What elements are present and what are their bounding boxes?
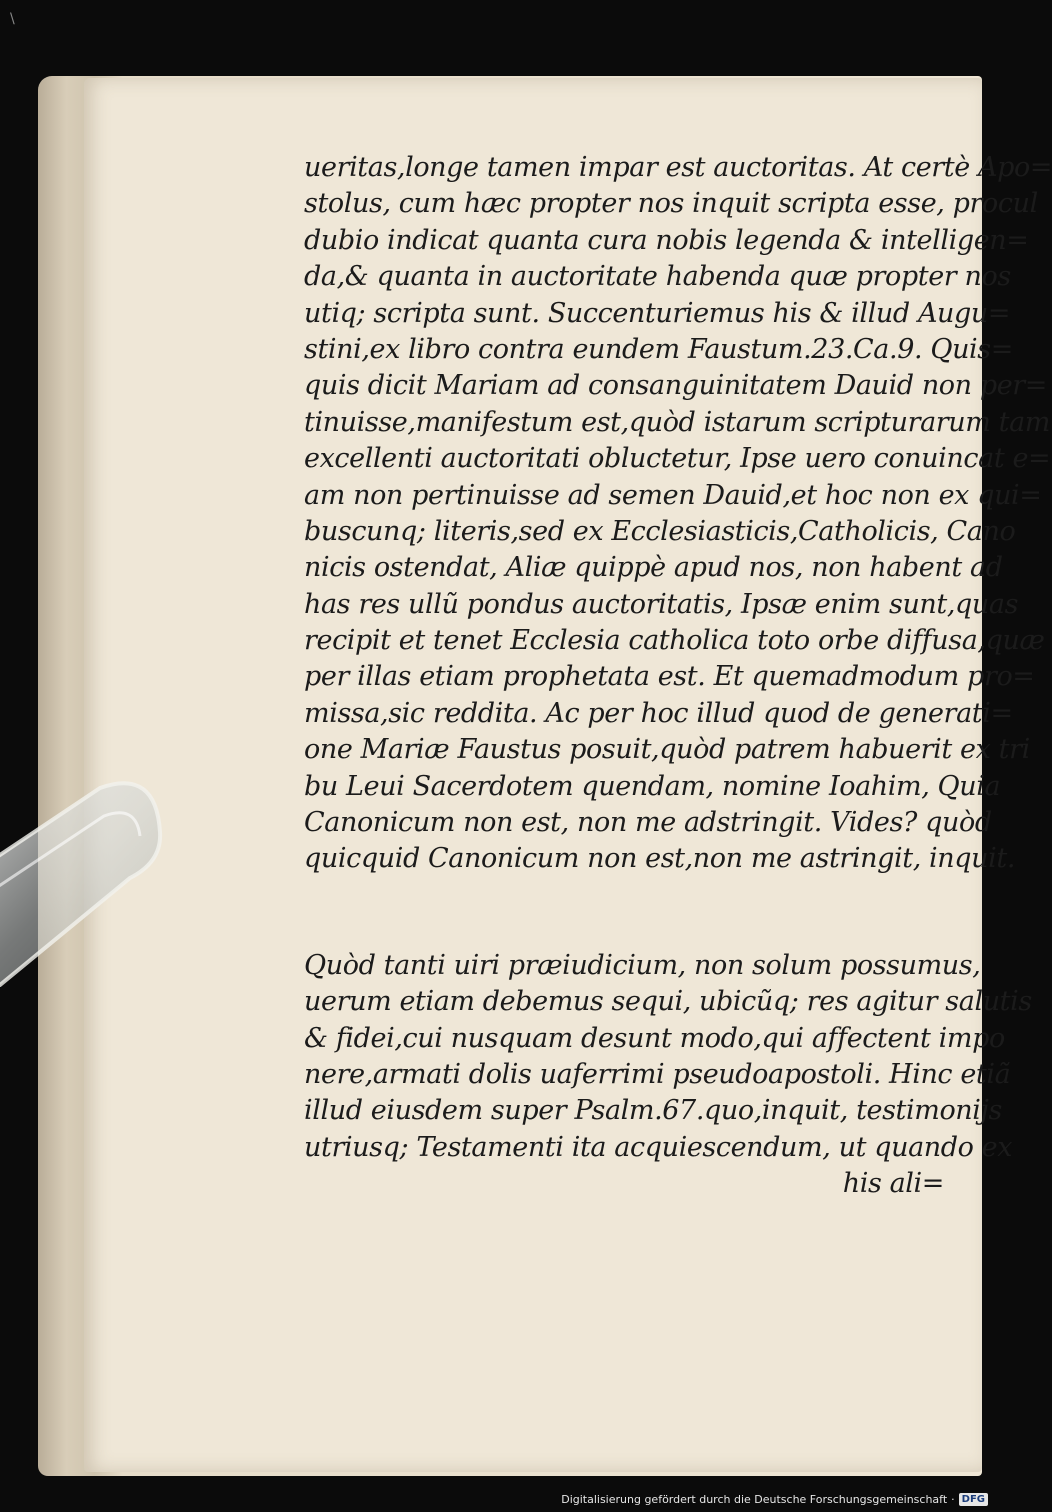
book-clamp bbox=[0, 780, 170, 990]
paragraph-gap bbox=[304, 878, 944, 948]
text-line: missa,sic reddita. Ac per hoc illud quod de generati= bbox=[304, 697, 1013, 729]
text-line: utriusq; Testamenti ita acquiescendum, ut quando ex bbox=[304, 1131, 1013, 1163]
text-line: Quòd tanti uiri præiudicium, non solum possumus, bbox=[304, 949, 981, 981]
text-line: Canonicum non est, non me adstringit. Vides? quòd bbox=[304, 807, 992, 839]
text-line: dubio indicat quanta cura nobis legenda & intelligen= bbox=[304, 224, 1029, 256]
credit-separator: · bbox=[951, 1492, 955, 1506]
text-line: stini,ex libro contra eundem Faustum.23.Ca.9. Quis= bbox=[304, 333, 1013, 365]
text-line: stolus, cum hæc propter nos inquit scripta esse, procul bbox=[304, 188, 1038, 220]
text-line: uerum etiam debemus sequi, ubicũq; res agitur salutis bbox=[304, 986, 1032, 1018]
catchword: his ali= bbox=[842, 1168, 944, 1200]
digitization-credit bbox=[561, 1490, 988, 1508]
paragraph-1 bbox=[304, 150, 1052, 878]
show-through-text-lower bbox=[300, 1200, 760, 1226]
text-line: nicis ostendat, Aliæ quippè apud nos, non habent ad bbox=[304, 552, 1003, 584]
scan-speck: \ bbox=[10, 11, 15, 27]
text-line: excellenti auctoritati obluctetur, Ipse uero conuincat e= bbox=[304, 443, 1051, 475]
text-line: quicquid Canonicum non est,non me astringit, inquit. bbox=[304, 843, 1016, 875]
credit-text: Digitalisierung gefördert durch die Deutsche Forschungsgemeinschaft bbox=[561, 1492, 948, 1506]
text-line: & fidei,cui nusquam desunt modo,qui affectent impo bbox=[304, 1022, 1005, 1054]
text-line: has res ullũ pondus auctoritatis, Ipsæ enim sunt,quas bbox=[304, 588, 1019, 620]
text-line: one Mariæ Faustus posuit,quòd patrem habuerit ex tri bbox=[304, 734, 1030, 766]
paragraph-2 bbox=[304, 948, 1032, 1203]
text-line: quis dicit Mariam ad consanguinitatem Dauid non per= bbox=[304, 370, 1048, 402]
text-line: tinuisse,manifestum est,quòd istarum scripturarum tam bbox=[304, 406, 1051, 438]
dfg-logo-icon: DFG bbox=[959, 1493, 988, 1506]
text-line: illud eiusdem super Psalm.67.quo,inquit, testimonijs bbox=[304, 1095, 1002, 1127]
text-line: bu Leui Sacerdotem quendam, nomine Ioahim, Quia bbox=[304, 770, 1001, 802]
text-line: buscunq; literis,sed ex Ecclesiasticis,Catholicis, Cano bbox=[304, 515, 1016, 547]
text-line: ueritas,longe tamen impar est auctoritas. At certè Apo= bbox=[304, 152, 1052, 183]
text-line: per illas etiam prophetata est. Et quemadmodum pro= bbox=[304, 661, 1035, 693]
text-line: recipit et tenet Ecclesia catholica toto orbe diffusa,quæ bbox=[304, 625, 1045, 657]
text-line: nere,armati dolis uaferrimi pseudoapostoli. Hinc etiã bbox=[304, 1058, 1011, 1090]
text-line: da,& quanta in auctoritate habenda quæ propter nos bbox=[304, 261, 1011, 293]
page-text bbox=[304, 150, 1052, 1203]
text-line: am non pertinuisse ad semen Dauid,et hoc non ex qui= bbox=[304, 479, 1042, 511]
text-line: utiq; scripta sunt. Succenturiemus his & illud Augu= bbox=[304, 297, 1011, 329]
